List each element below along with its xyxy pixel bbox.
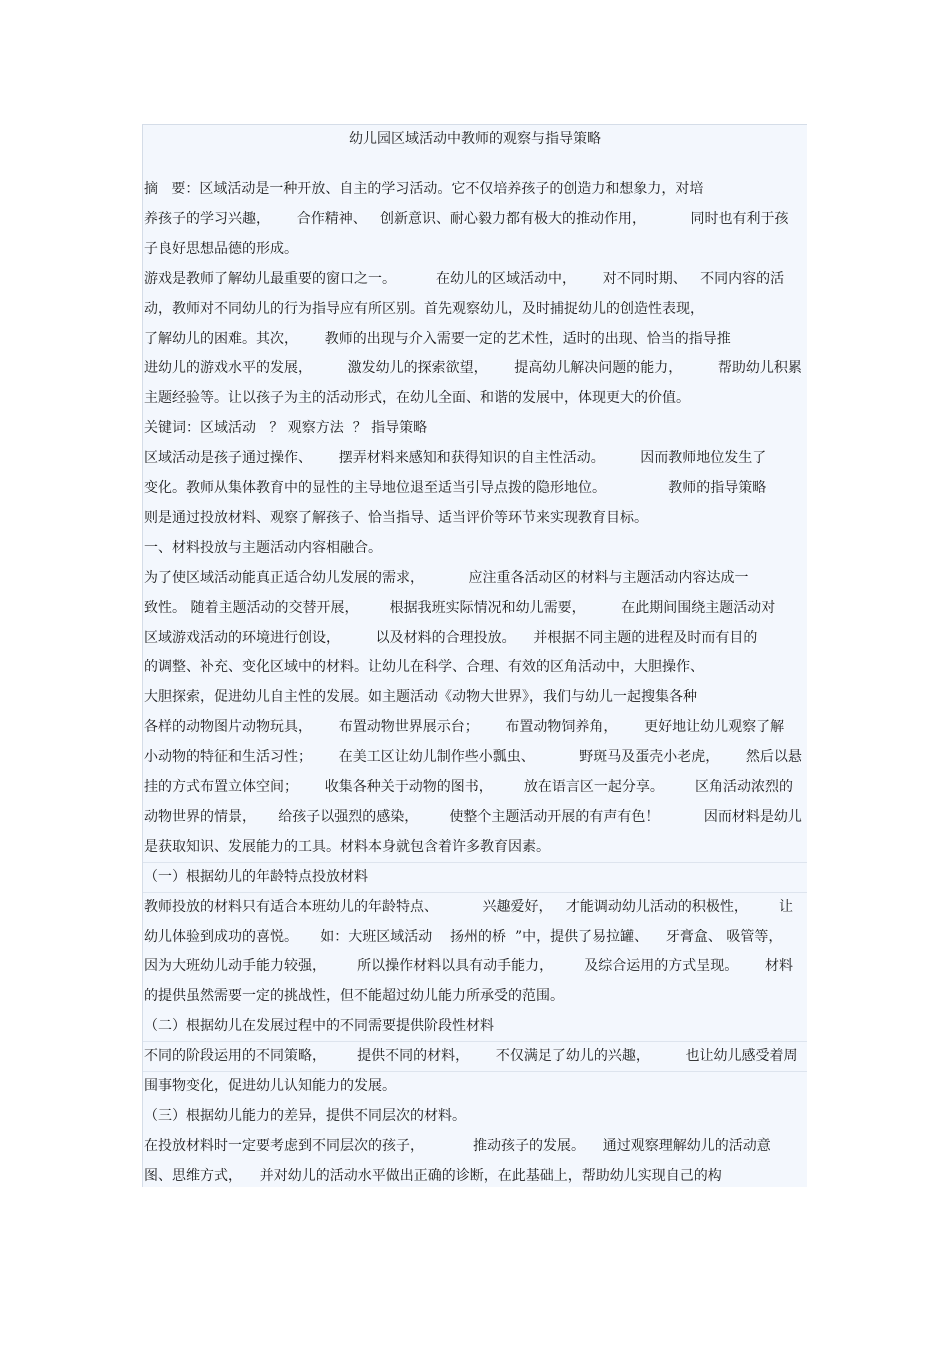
text-line: 一、材料投放与主题活动内容相融合。	[144, 539, 382, 556]
text-line: 养孩子的学习兴趣， 合作精神、 创新意识、耐心毅力都有极大的推动作用， 同时也有利于孩	[144, 210, 789, 227]
text-line: 致性。 随着主题活动的交替开展， 根据我班实际情况和幼儿需要， 在此期间围绕主题活动对	[144, 599, 776, 616]
text-line: 子良好思想品德的形成。	[144, 240, 298, 257]
text-line: 因为大班幼儿动手能力较强， 所以操作材料以具有动手能力， 及综合运用的方式呈现。 材料	[144, 958, 794, 975]
text-line: 小动物的特征和生活习性； 在美工区让幼儿制作些小瓢虫、 野斑马及蛋壳小老虎， 然后以悬	[144, 749, 802, 766]
row-divider	[143, 892, 807, 893]
text-line: 大胆探索，促进幼儿自主性的发展。如主题活动《动物大世界》，我们与幼儿一起搜集各种	[144, 689, 697, 706]
text-line: 在投放材料时一定要考虑到不同层次的孩子， 推动孩子的发展。 通过观察理解幼儿的活动意	[144, 1137, 771, 1154]
text-line: 区域活动是孩子通过操作、 摆弄材料来感知和获得知识的自主性活动。 因而教师地位发生了	[144, 450, 767, 467]
text-line: 教师投放的材料只有适合本班幼儿的年龄特点、 兴趣爱好， 才能调动幼儿活动的积极性， 让	[144, 898, 794, 915]
text-line: 摘 要：区域活动是一种开放、自主的学习活动。它不仅培养孩子的创造力和想象力，对培	[144, 181, 704, 197]
text-line: 动物世界的情景， 给孩子以强烈的感染， 使整个主题活动开展的有声有色！ 因而材料是幼儿	[144, 808, 802, 825]
text-line: 幼儿体验到成功的喜悦。 如：大班区域活动 扬州的桥 ”中，提供了易拉罐、 牙膏盒、 吸管等，	[144, 928, 783, 945]
text-line: 关键词：区域活动 ？ 观察方法 ？ 指导策略	[144, 420, 428, 437]
text-line: 是获取知识、发展能力的工具。材料本身就包含着许多教育因素。	[144, 838, 550, 855]
row-divider	[143, 1041, 807, 1042]
text-line: 主题经验等。让以孩子为主的活动形式，在幼儿全面、和谐的发展中，体现更大的价值。	[144, 390, 690, 407]
text-line: 挂的方式布置立体空间； 收集各种关于动物的图书， 放在语言区一起分享。 区角活动浓烈的	[144, 779, 794, 795]
document-title: 幼儿园区域活动中教师的观察与指导策略	[349, 131, 601, 147]
text-line: 的提供虽然需要一定的挑战性，但不能超过幼儿能力所承受的范围。	[144, 988, 564, 1005]
text-line: 则是通过投放材料、观察了解孩子、恰当指导、适当评价等环节来实现教育目标。	[144, 509, 648, 526]
text-line: 图、思维方式， 并对幼儿的活动水平做出正确的诊断，在此基础上，帮助幼儿实现自己的构	[144, 1167, 722, 1184]
text-line: 的调整、补充、变化区域中的材料。让幼儿在科学、合理、有效的区角活动中，大胆操作、	[144, 659, 704, 676]
row-divider	[143, 1071, 807, 1072]
text-line: 围事物变化，促进幼儿认知能力的发展。	[144, 1078, 396, 1094]
text-line: 不同的阶段运用的不同策略， 提供不同的材料， 不仅满足了幼儿的兴趣， 也让幼儿感受着周	[144, 1048, 798, 1065]
document-page	[142, 124, 807, 1187]
text-line: 进幼儿的游戏水平的发展， 激发幼儿的探索欲望， 提高幼儿解决问题的能力， 帮助幼儿积累	[144, 360, 802, 377]
text-line: 区域游戏活动的环境进行创设， 以及材料的合理投放。 并根据不同主题的进程及时而有目的	[144, 629, 758, 646]
text-line: 各样的动物图片动物玩具， 布置动物世界展示台； 布置动物饲养角， 更好地让幼儿观察了解	[144, 719, 785, 736]
text-line: 变化。教师从集体教育中的显性的主导地位退至适当引导点拨的隐形地位。 教师的指导策略	[144, 480, 767, 496]
row-divider	[143, 862, 807, 863]
text-line: （三）根据幼儿能力的差异，提供不同层次的材料。	[144, 1107, 466, 1124]
text-line: 为了使区域活动能真正适合幼儿发展的需求， 应注重各活动区的材料与主题活动内容达成一	[144, 569, 749, 586]
text-line: 动，教师对不同幼儿的行为指导应有所区别。首先观察幼儿，及时捕捉幼儿的创造性表现，	[144, 300, 704, 317]
text-line: 了解幼儿的困难。其次， 教师的出现与介入需要一定的艺术性，适时的出现、恰当的指导推	[144, 330, 731, 347]
text-line: （一）根据幼儿的年龄特点投放材料	[144, 868, 368, 885]
text-line: 游戏是教师了解幼儿最重要的窗口之一。 在幼儿的区域活动中， 对不同时期、 不同内容的活	[144, 270, 785, 287]
text-line: （二）根据幼儿在发展过程中的不同需要提供阶段性材料	[144, 1018, 494, 1035]
